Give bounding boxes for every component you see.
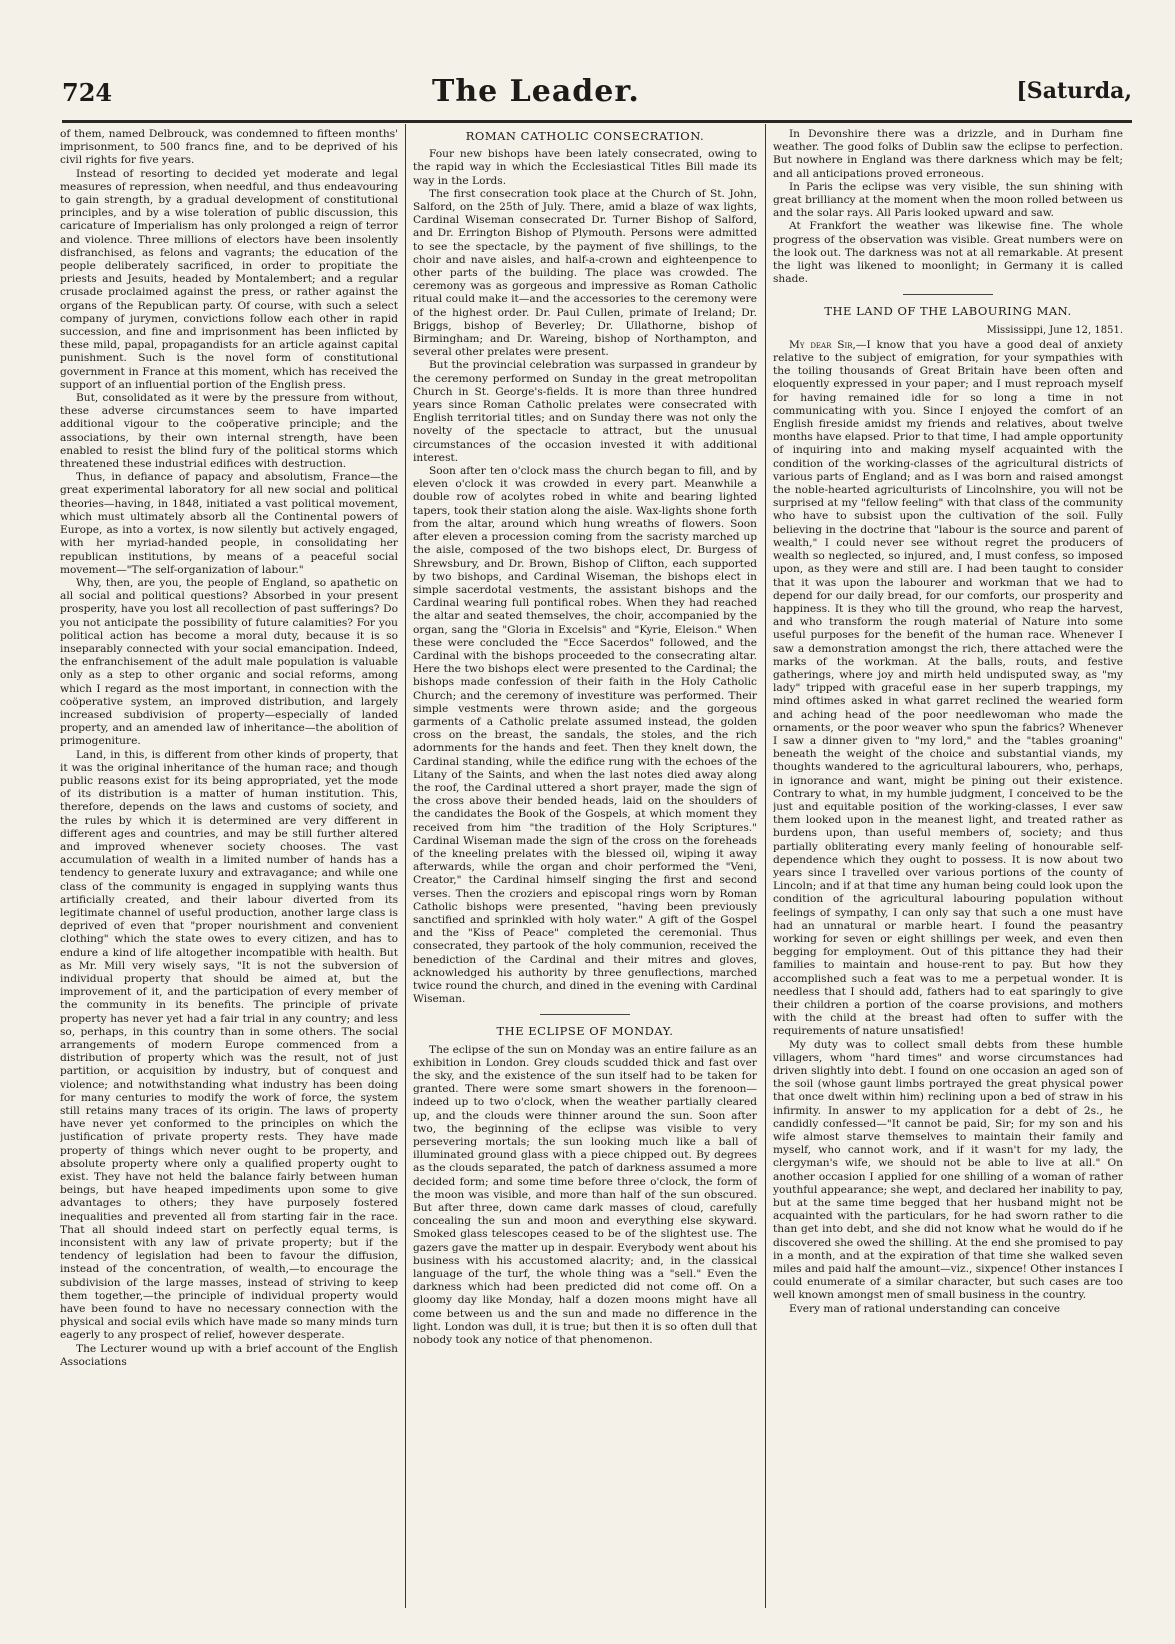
section-heading-labouring-man: THE LAND OF THE LABOURING MAN. <box>824 304 1072 319</box>
paragraph: Why, then, are you, the people of England, so apathetic on all social and political questions? Absorbed in your present prosperity, have you lost all recollection of past sufferings? Do you not anticipate the possibility of future calamities? For you political action has become a moral duty, because it is so inseparably connected with your social emancipation. Indeed, the enfranchisement of the adult male population is valuable only as a step to other organic and social reforms, among which I regard as the most important, in connection with the coöperative system, an improved distribution, and largely increased subdivision of property—especially of landed property, and an amended law of inheritance—the abolition of primogeniture. <box>60 576 398 748</box>
paragraph: of them, named Delbrouck, was condemned to fifteen months' imprisonment, to 500 francs fine, and to be deprived of his civil rights for five years. <box>60 128 398 167</box>
section-separator <box>903 294 993 295</box>
letter-dateline: Mississippi, June 12, 1851. <box>986 324 1123 336</box>
section-separator <box>540 1014 630 1015</box>
paragraph: At Frankfort the weather was likewise fine. The whole progress of the observation was visible. Great numbers were on the look out. The darkness was not at all remarkable. At present the light was likened to moonlight; in Germany it is called shade. <box>773 220 1123 286</box>
section-heading-consecration: ROMAN CATHOLIC CONSECRATION. <box>465 129 705 143</box>
column-divider <box>765 124 766 1608</box>
column-2 <box>413 128 757 1608</box>
paragraph: But the provincial celebration was surpassed in grandeur by the ceremony performed on Sunday in the great metropolitan Church in St. George's-fields. It is more than three hundred years since Roman Catholic prelates were consecrated with English territorial titles; and on Sunday there was not only the novelty of the spectacle to attract, but the unusual circumstances of the occasion invested it with additional interest. <box>413 359 757 464</box>
running-date: [Saturda, <box>1016 78 1132 104</box>
paragraph: But, consolidated as it were by the pressure from without, these adverse circumstances seem to have imparted additional vigour to the coöperative principle; and the associations, by their own internal strength, have been enabled to resist the blind fury of the political storms which threatened these industrial edifices with destruction. <box>60 392 398 471</box>
paragraph: Every man of rational understanding can conceive <box>789 1302 1061 1315</box>
paragraph: My duty was to collect small debts from these humble villagers, whom "hard times" and worse circumstances had driven slightly into debt. I found on one occasion an aged son of the soil (whose gaunt limbs portrayed the great physical power that once dwelt within him) reclining upon a bed of straw in his infirmity. In answer to my application for a debt of 2s., he candidly confessed—"It cannot be paid, Sir; for my son and his wife almost starve themselves to maintain their family and myself, who cannot work, and if it wasn't for my lady, the clergyman's wife, we should not be able to live at all." On another occasion I applied for one shilling of a woman of rather youthful appearance; she wept, and declared her inability to pay, but at the same time begged that her husband might not be acquainted with the particulars, for he had sworn rather to die than get into debt, and she did not know what he would do if he discovered she owed the shilling. At the end she promised to pay in a month, and at the expiration of that time she walked seven miles and paid half the amount—viz., sixpence! Other instances I could enumerate of a similar character, but such cases are too well known amongst men of small business in the country. <box>773 1038 1123 1302</box>
paragraph: Thus, in defiance of papacy and absolutism, France—the great experimental laboratory for all new social and political theories—having, in 1848, initiated a vast political movement, which must ultimately absorb all the Continental powers of Europe, as into a vortex, is now silently but actively engaged, with her myriad-handed people, in consolidating her republican institutions, by means of a peaceful social movement—"The self-organization of labour." <box>60 471 398 576</box>
salutation: My dear Sir, <box>789 338 856 351</box>
column-divider <box>405 124 406 1608</box>
paragraph: The first consecration took place at the Church of St. John, Salford, on the 25th of July. There, amid a blaze of wax lights, Cardinal Wiseman consecrated Dr. Turner Bishop of Salford, and Dr. Errington Bishop of Plymouth. Persons were admitted to see the spectacle, by the payment of five shillings, to the choir and nave aisles, and half-a-crown and eighteenpence to other parts of the building. The place was crowded. The ceremony was as gorgeous and impressive as Roman Catholic ritual could make it—and the accessories to the ceremony were of the highest order. Dr. Paul Cullen, primate of Ireland; Dr. Briggs, bishop of Beverley; Dr. Ullathorne, bishop of Birmingham; and Dr. Wareing, bishop of Northampton, and several other prelates were present. <box>413 187 757 359</box>
paragraph: Instead of resorting to decided yet moderate and legal measures of repression, when needful, and thus endeavouring to gain strength, by a gradual development of constitutional principles, and by a wise toleration of public discussion, this caricature of Imperialism has only prolonged a reign of terror and violence. Three millions of electors have been insolently disfranchised, as felons and vagrants; the education of the people deliberately sacrificed, in order to propitiate the priests and Jesuits, headed by Montalembert; and a regular crusade proclaimed against the press, or rather against the organs of the Republican party. Of course, with such a select company of jurymen, convictions follow each other in rapid succession, and fine and imprisonment has been inflicted by these mild, papal, propagandists for an article against capital punishment. Such is the novel form of constitutional government in France at this moment, which has received the support of an influential portion of the English press. <box>60 167 398 391</box>
paragraph: The eclipse of the sun on Monday was an entire failure as an exhibition in London. Grey clouds scudded thick and fast over the sky, and the existence of the sun itself had to be taken for granted. There were some smart showers in the forenoon—indeed up to two o'clock, when the weather partially cleared up, and the clouds were thinner around the sun. Soon after two, the beginning of the eclipse was visible to very persevering mortals; the sun looking much like a ball of illuminated ground glass with a piece chipped out. By degrees as the clouds separated, the patch of darkness assumed a more decided form; and some time before three o'clock, the form of the moon was visible, and more than half of the sun obscured. But after three, down came dark masses of cloud, carefully concealing the sun and moon and everything else skyward. Smoked glass telescopes ceased to be of the slightest use. The gazers gave the matter up in despair. Everybody went about his business with his accustomed alacrity; and, in the classical language of the turf, the whole thing was a "sell." Even the darkness which had been predicted did not come off. On a gloomy day like Monday, half a dozen moons might have all come between us and the sun and made no difference in the light. London was dull, it is true; but then it is so often dull that nobody took any notice of that phenomenon. <box>413 1043 757 1347</box>
page-number: 724 <box>62 78 113 107</box>
paragraph: In Paris the eclipse was very visible, the sun shining with great brilliancy at the moment when the moon rolled between us and the solar rays. All Paris looked upward and saw. <box>773 180 1123 220</box>
section-heading-eclipse: THE ECLIPSE OF MONDAY. <box>496 1024 674 1039</box>
paragraph: Four new bishops have been lately consecrated, owing to the rapid way in which the Ecclesiastical Titles Bill made its way in the Lords. <box>413 148 757 187</box>
masthead <box>52 74 1132 118</box>
paragraph: Soon after ten o'clock mass the church began to fill, and by eleven o'clock it was crowded in every part. Meanwhile a double row of acolytes robed in white and bearing lighted tapers, took their station along the aisle. Wax-lights shone forth from the altar, around which hung wreaths of flowers. Soon after eleven a procession coming from the sacristy marched up the aisle, composed of the two bishops elect, Dr. Burgess of Shrewsbury, and Dr. Brown, Bishop of Clifton, each supported by two bishops, and Cardinal Wiseman, the bishops elect in simple sacerdotal vestments, the assistant bishops and the Cardinal wearing full pontifical robes. When they had reached the altar and seated themselves, the choir, accompanied by the organ, sang the "Gloria in Excelsis" and "Kyrie, Eleison." When these were concluded the "Ecce Sacerdos" followed, and the Cardinal with the bishops proceeded to the consecrating altar. Here the two bishops elect were presented to the Cardinal; the bishops made confession of their faith in the Holy Catholic Church; and the ceremony of investiture was performed. Their simple vestments were thrown aside; and the gorgeous garments of a Catholic prelate assumed instead, the golden cross on the breast, the sandals, the stoles, and the rich adornments for the hands and feet. Then they knelt down, the Cardinal standing, while the edifice rung with the echoes of the Litany of the Saints, and when the last notes died away along the roof, the Cardinal uttered a short prayer, made the sign of the cross above their bended heads, laid on the shoulders of the candidates the Book of the Gospels, at which moment they received from him "the tradition of the Holy Scriptures." Cardinal Wiseman made the sign of the cross on the foreheads of the kneeling prelates with the blessed oil, wiping it away afterwards, while the organ and choir performed the "Veni, Creator," the Cardinal himself singing the first and second verses. Then the croziers and episcopal rings worn by Roman Catholic bishops were presented, "having been previously sanctified and sprinkled with holy water." A gift of the Gospel and the "Kiss of Peace" completed the ceremonial. Thus consecrated, they partook of the holy communion, received the benediction of the Cardinal and their mitres and gloves, acknowledged his authority by three genuflections, marched twice round the church, and dined in the evening with Cardinal Wiseman. <box>413 465 757 1006</box>
paragraph: Land, in this, is different from other kinds of property, that it was the original inheritance of the human race; and though public reasons exist for its being appropriated, yet the mode of its distribution is a matter of human institution. This, therefore, depends on the laws and customs of society, and the rules by which it is determined are very different in different ages and countries, and may be still further altered and improved whenever society chooses. The vast accumulation of wealth in a limited number of hands has a tendency to generate luxury and extravagance; and while one class of the community is engaged in supplying wants thus artificially created, and their labour diverted from its legitimate channel of useful production, another large class is deprived of even that "proper nourishment and convenient clothing" which the state owes to every citizen, and has to endure a kind of life altogether incompatible with health. But as Mr. Mill very wisely says, "It is not the subversion of individual property that should be aimed at, but the improvement of it, and the participation of every member of the community in its benefits. The principle of private property has never yet had a fair trial in any country; and less so, perhaps, in this country than in some others. The social arrangements of modern Europe commenced from a distribution of property which was the result, not of just partition, or acquisition by industry, but of conquest and violence; and notwithstanding what industry has been doing for many centuries to modify the work of force, the system still retains many traces of its origin. The laws of property have never yet conformed to the principles on which the justification of private property rests. They have made property of things which never ought to be property, and absolute property where only a qualified property ought to exist. They have not held the balance fairly between human beings, but have heaped impediments upon some to give advantages to others; they have purposely fostered inequalities and prevented all from starting fair in the race. That all should indeed start on perfectly equal terms, is inconsistent with any law of private property; but if the tendency of legislation had been to favour the diffusion, instead of the concentration, of wealth,—to encourage the subdivision of the large masses, instead of striving to keep them together,—the principle of individual property would have been found to have no necessary connection with the physical and social evils which have made so many minds turn eagerly to any prospect of relief, however desperate. <box>60 748 398 1342</box>
paragraph: The Lecturer wound up with a brief account of the English Associations <box>60 1342 398 1368</box>
letter-body: —I know that you have a good deal of anxiety relative to the subject of emigration, for your sympathies with the toiling thousands of Great Britain have been often and eloquently expressed in your paper; and I must reproach myself for having remained idle for so long a time in not communicating with you. Since I enjoyed the comfort of an English fireside amidst my friends and relatives, about twelve months have elapsed. Prior to that time, I had ample opportunity of inquiring into and making myself acquainted with the condition of the working-classes of the agricultural districts of various parts of England; and as I was born and raised amongst the noble-hearted agriculturists of Lincolnshire, you will not be surprised at my "fellow feeling" with that class of the community who have to subsist upon the cultivation of the soil. Fully believing in the doctrine that "labour is the source and parent of wealth," I could never see without regret the producers of wealth so neglected, so injured, and, I must confess, so imposed upon, as they were and still are. I had been taught to consider that it was upon the labourer and workman that we had to depend for our daily bread, for our comforts, our prosperity and happiness. It is they who till the ground, who reap the harvest, and who transform the rough material of Nature into some useful purposes for the benefit of the human race. Whenever I saw a demonstration amongst the rich, there attached were the marks of the workman. At the balls, routs, and festive gatherings, where joy and mirth held undisputed sway, as "my lady" tripped with graceful ease in her superb trappings, my mind oftimes asked in what garret reclined the wearied form and aching head of the poor needlewoman who made the ornaments, or the poor weaver who spun the fabrics? Whenever I saw a dinner given to "my lord," and the "tables groaning" beneath the weight of the choice and substantial viands, my thoughts wandered to the agricultural labourers, who, perhaps, in ignorance and want, might be pining out their existence. Contrary to what, in my humble judgment, I conceived to be the just and equitable position of the working-classes, I ever saw them looked upon in the meanest light, and treated rather as burdens upon, than useful members of, society; and thus partially obliterating every manly feeling of honourable self-dependence which they ought to possess. It is now about two years since I travelled over various portions of the county of Lincoln; and if at that time any human being could look upon the condition of the agricultural labouring population without feelings of sympathy, I can only say that such a one must have had an unnatural or marble heart. I found the peasantry working for seven or eight shillings per week, and even then begging for employment. Out of this pittance they had their families to maintain and house-rent to pay. But how they accomplished such a feat was to me a perpetual wonder. It is needless that I should add, fathers had to eat sparingly to give their children a portion of the coarse provisions, and mothers with the child at the breast had often to suffer with the requirements of nature unsatisfied! <box>773 338 1123 1038</box>
column-3 <box>773 128 1123 1608</box>
newspaper-title: The Leader. <box>432 74 640 109</box>
column-1 <box>60 128 398 1608</box>
paragraph: In Devonshire there was a drizzle, and in Durham fine weather. The good folks of Dublin saw the eclipse to perfection. But nowhere in England was there darkness which may be felt; and all anticipations proved erroneous. <box>773 128 1123 180</box>
header-rule <box>62 120 1132 123</box>
paragraph <box>773 339 1123 1039</box>
